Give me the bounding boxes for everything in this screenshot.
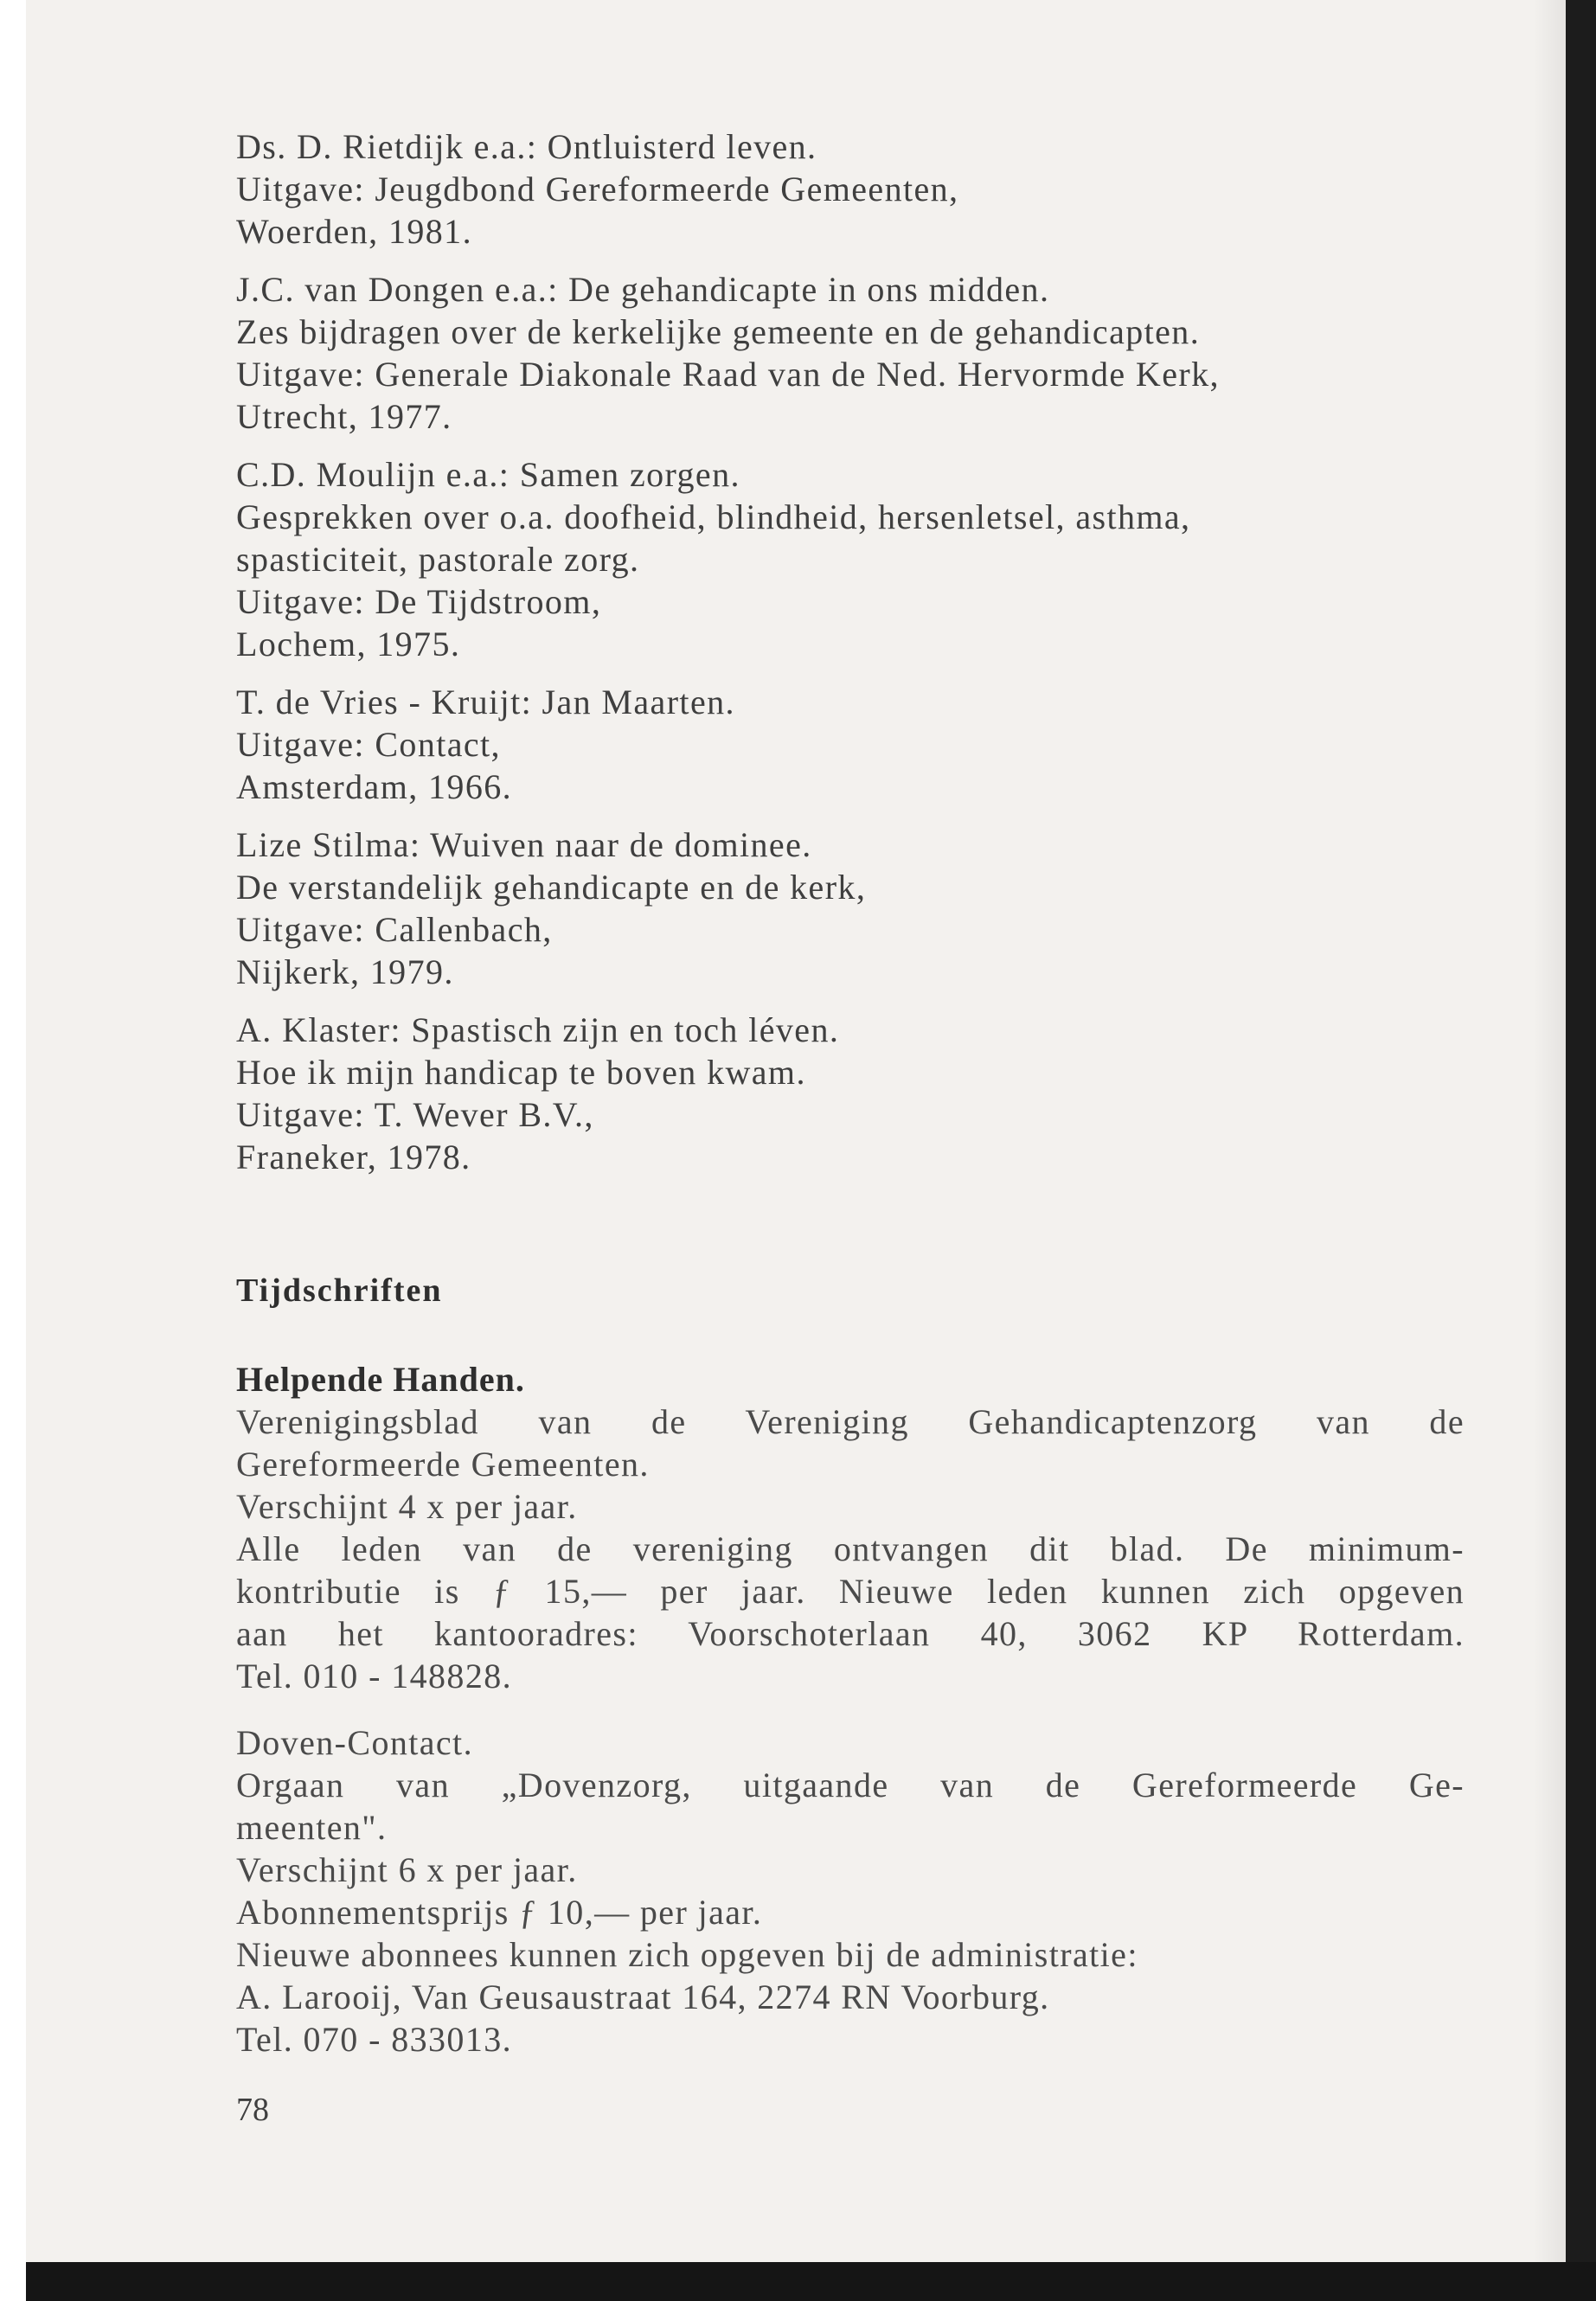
book-line: Uitgave: Callenbach, [236,910,553,949]
magazine-line: Orgaan van „Dovenzorg, uitgaande van de Gereformeerde Ge- [236,1766,1465,1804]
magazine-line: Verenigingsblad van de Vereniging Gehandicaptenzorg van de [236,1402,1465,1441]
book-line: A. Klaster: Spastisch zijn en toch léven. [236,1010,840,1049]
book-line: Hoe ik mijn handicap te boven kwam. [236,1053,806,1092]
magazine-line: Tel. 070 - 833013. [236,2020,513,2059]
book-entry [236,1009,1465,1178]
magazine-line: Verschijnt 6 x per jaar. [236,1850,578,1889]
magazine-line: meenten". [236,1808,388,1847]
scan-right-edge [1566,0,1596,2301]
book-line: Uitgave: Jeugdbond Gereformeerde Gemeenten, [236,170,959,208]
section-heading: Tijdschriften [236,1272,443,1309]
book-line: Utrecht, 1977. [236,397,452,436]
magazine-entry [236,1721,1465,2061]
bibliography-list [236,125,1465,1194]
book-line: spasticiteit, pastorale zorg. [236,540,640,579]
book-line: C.D. Moulijn e.a.: Samen zorgen. [236,455,740,494]
book-entry [236,125,1465,253]
book-line: Nijkerk, 1979. [236,952,454,991]
book-line: Uitgave: T. Wever B.V., [236,1095,594,1134]
book-line: Gesprekken over o.a. doofheid, blindheid, hersenletsel, asthma, [236,497,1191,536]
book-line: T. de Vries - Kruijt: Jan Maarten. [236,683,735,721]
magazine-line: aan het kantooradres: Voorschoterlaan 40, 3062 KP Rotterdam. [236,1614,1465,1653]
magazine-line: Gereformeerde Gemeenten. [236,1445,650,1484]
book-line: Ds. D. Rietdijk e.a.: Ontluisterd leven. [236,127,817,166]
book-entry [236,681,1465,808]
scan-left-edge [0,0,26,2301]
magazine-title: Helpende Handen. [236,1360,525,1399]
book-entry [236,453,1465,665]
book-line: Lize Stilma: Wuiven naar de dominee. [236,825,812,864]
book-line: J.C. van Dongen e.a.: De gehandicapte in ons midden. [236,270,1050,309]
magazine-line: Tel. 010 - 148828. [236,1657,513,1695]
magazine-entry [236,1358,1465,1697]
book-line: Woerden, 1981. [236,212,472,251]
magazine-line: Nieuwe abonnees kunnen zich opgeven bij de administratie: [236,1935,1138,1974]
magazine-line: Verschijnt 4 x per jaar. [236,1487,578,1526]
book-line: Amsterdam, 1966. [236,767,513,806]
book-line: Zes bijdragen over de kerkelijke gemeente en de gehandicapten. [236,312,1201,351]
book-line: De verstandelijk gehandicapte en de kerk, [236,868,867,907]
book-line: Uitgave: Generale Diakonale Raad van de Ned. Hervormde Kerk, [236,355,1220,394]
book-line: Uitgave: Contact, [236,725,501,764]
magazine-line: Alle leden van de vereniging ontvangen dit blad. De minimum- [236,1529,1465,1568]
magazine-line: kontributie is ƒ 15,— per jaar. Nieuwe leden kunnen zich opgeven [236,1572,1465,1611]
magazine-line: Abonnementsprijs ƒ 10,— per jaar. [236,1893,763,1932]
book-line: Uitgave: De Tijdstroom, [236,582,602,621]
page-number: 78 [236,2092,269,2128]
book-entry [236,268,1465,438]
book-line: Franeker, 1978. [236,1138,471,1176]
page-shadow [1533,0,1566,2262]
magazine-line: Doven-Contact. [236,1723,473,1762]
magazine-line: A. Larooij, Van Geusaustraat 164, 2274 RN Voorburg. [236,1977,1050,2016]
book-entry [236,824,1465,993]
scan-bottom-edge [26,2262,1596,2301]
book-line: Lochem, 1975. [236,625,461,663]
